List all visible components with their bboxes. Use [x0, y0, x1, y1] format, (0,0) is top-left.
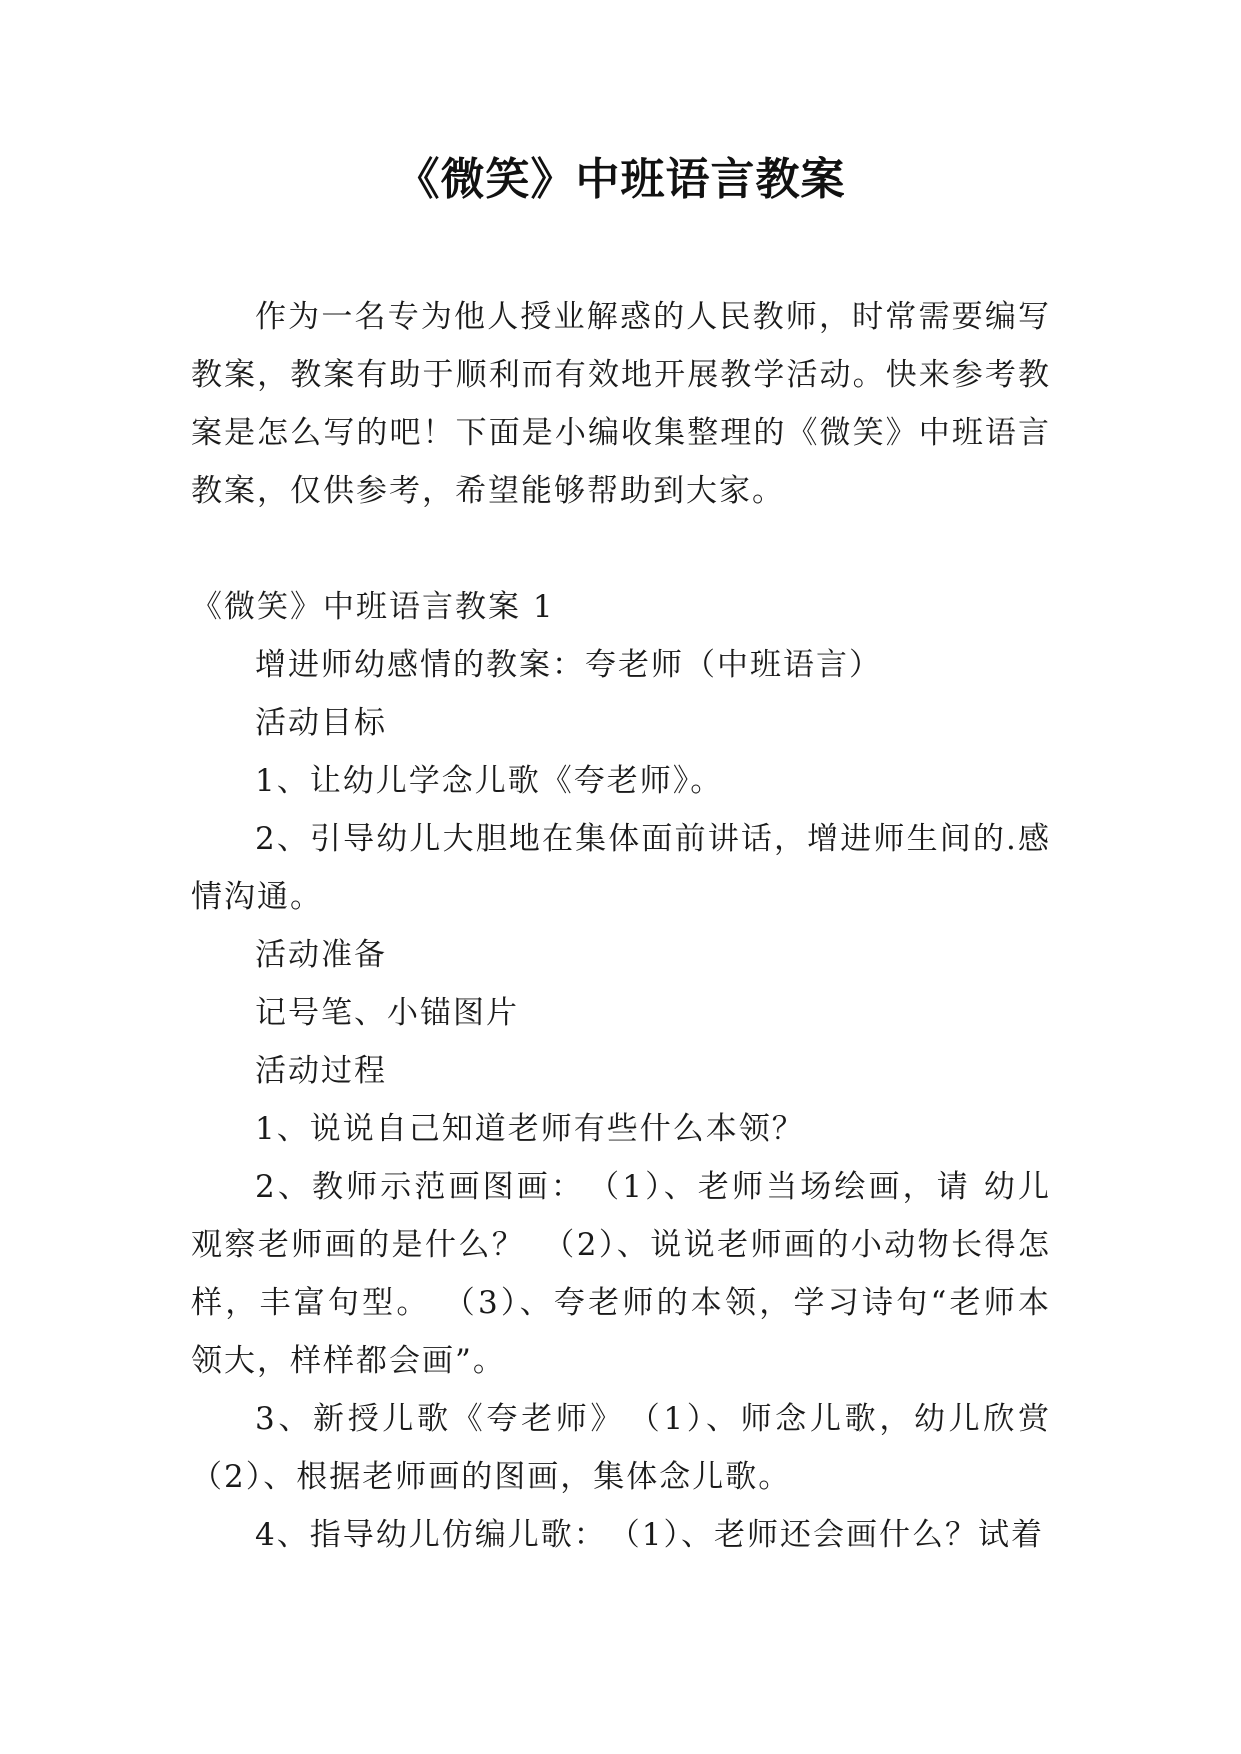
process-step-4: 4、指导幼儿仿编儿歌： （1）、老师还会画什么？试着 — [255, 1517, 1044, 1553]
goal-item-2: 2、引导幼儿大胆地在集体面前讲话，增进师生间的.感情沟通。 — [191, 821, 1051, 915]
section-heading: 《微笑》中班语言教案 1 — [191, 589, 555, 625]
process-step-2: 2、教师示范画图画： （1）、老师当场绘画，请 幼儿观察老师画的是什么？ （2）、说说老师画的小动物长得怎样，丰富句型。 （3）、夸老师的本领，学习诗句“老师本领大，样样都会画”。 — [191, 1169, 1051, 1379]
document-body — [191, 288, 1051, 1564]
preparation-materials: 记号笔、小锚图片 — [255, 995, 519, 1031]
heading-activity-goals: 活动目标 — [255, 705, 387, 741]
document-title: 《微笑》中班语言教案 — [395, 154, 846, 205]
process-step-3: 3、新授儿歌《夸老师》 （1）、师念儿歌，幼儿欣赏（2）、根据老师画的图画，集体念儿歌。 — [191, 1401, 1051, 1495]
paragraph-lesson-topic: 增进师幼感情的教案：夸老师（中班语言） — [255, 647, 882, 683]
intro-paragraph: 作为一名专为他人授业解惑的人民教师，时常需要编写教案，教案有助于顺利而有效地开展教学活动。快来参考教案是怎么写的吧！下面是小编收集整理的《微笑》中班语言教案，仅供参考，希望能够帮助到大家。 — [191, 299, 1051, 509]
goal-item-1: 1、让幼儿学念儿歌《夸老师》。 — [255, 763, 724, 799]
process-step-1: 1、说说自己知道老师有些什么本领？ — [255, 1111, 805, 1147]
heading-activity-process: 活动过程 — [255, 1053, 387, 1089]
heading-activity-preparation: 活动准备 — [255, 937, 387, 973]
